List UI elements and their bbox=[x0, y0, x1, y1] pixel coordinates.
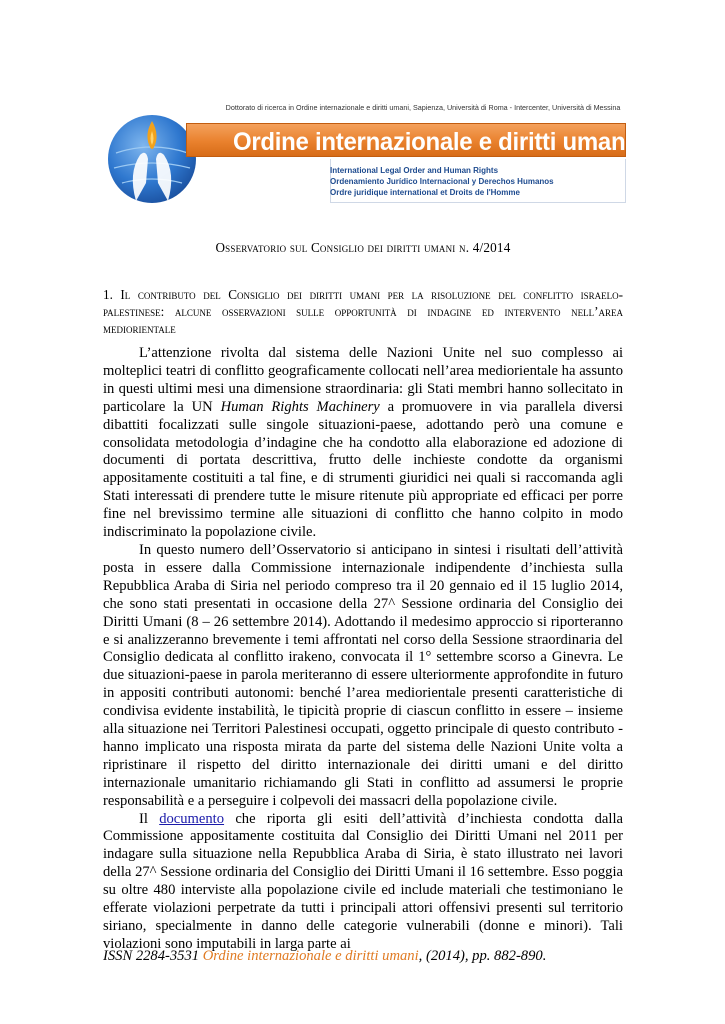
paragraph-2: In questo numero dell’Osservatorio si anticipano in sintesi i risultati dell’attività posta in essere dalla Commissione internazionale indipendente d’inchiesta sulla Repubblica Araba di Siria nel periodo compreso tra il 20 gennaio ed il 15 luglio 2014, che sono stati presentati in occasione della 27^ Sessione ordinaria del Consiglio dei Diritti Umani (8 – 26 settembre 2014). Adottando il medesimo approccio si riporteranno e si analizzeranno brevemente i temi affrontati nel corso della Sessione straordinaria del Consiglio dedicata al conflitto irakeno, convocata il 1° settembre scorso a Ginevra. Le due situazioni-paese in parola meriteranno di essere ulteriormente approfondite in futuro in appositi contributi autonomi: benché l’area mediorientale presenti caratteristiche di condivisa evidente instabilità, le tipicità proprie di ciascun conflitto in essere – insieme alla situazione nei Territori Palestinesi occupati, oggetto principale di questo contributo - hanno implicato una risposta mirata da parte del sistema delle Nazioni Unite volta a ripristinare il rispetto del diritto internazionale dei diritti umani e del diritto internazionale umanitario richiamando gli Stati in conflitto ad assumersi le proprie responsabilità e a perseguire i colpevoli dei massacri della popolazione civile. bbox=[103, 541, 623, 809]
paragraph-1 bbox=[103, 345, 623, 542]
paragraph-1-text-a: L’attenzione rivolta dal sistema delle Nazioni Unite nel suo complesso ai molteplici teatri di conflitto geograficamente collocati nell’area mediorientale ha assunto in questi ultimi mesi una dimensione straordinaria: gli Stati membri hanno sollecitato in particolare la UN bbox=[103, 345, 623, 415]
subtitle-english: International Legal Order and Human Rights bbox=[330, 166, 499, 175]
footer-issn: ISSN 2284-3531 bbox=[103, 948, 203, 964]
document-link[interactable]: documento bbox=[159, 810, 225, 827]
paragraph-3 bbox=[103, 811, 623, 954]
header-affiliation: Dottorato di ricerca in Ordine internazionale e diritti umani, Sapienza, Università di Roma - Intercenter, Università di Messina bbox=[225, 103, 621, 112]
section-title: 1. Il contributo del Consiglio dei diritti umani per la risoluzione del conflitto israelo-palestinese: alcune osservazioni sulle opportunità di indagine ed intervento nell’area mediorientale bbox=[103, 287, 623, 336]
article-body bbox=[103, 345, 623, 954]
journal-title-banner bbox=[186, 123, 632, 157]
journal-subtitles bbox=[330, 165, 554, 198]
subtitle-spanish: Ordenamiento Jurídico Internacional y Derechos Humanos bbox=[330, 177, 554, 186]
paragraph-3-text-b: che riporta gli esiti dell’attività d’inchiesta condotta dalla Commissione appositamente costituita dal Consiglio dei Diritti Umani nel 2011 per indagare sulla situazione nella Repubblica Araba di Siria, è stato illustrato nei lavori della 27^ Sessione ordinaria del Consiglio dei Diritti Umani il 16 settembre. Esso poggia su oltre 480 interviste alla popolazione civile ed include materiali che testimoniano le efferate violazioni perpetrate da tutti i principali attori offensivi presenti sul territorio siriano, specialmente in danno delle categorie vulnerabili (donne e minori). Tali violazioni sono imputabili in larga parte ai bbox=[103, 810, 623, 952]
footer-journal-name: Ordine internazionale e diritti umani bbox=[202, 948, 419, 964]
footer-citation: , (2014), pp. 882-890. bbox=[418, 948, 547, 964]
observatory-title: Osservatorio sul Consiglio dei diritti umani n. 4/2014 bbox=[215, 240, 511, 255]
paragraph-1-text-b: a promuovere in via parallela diversi dibattiti focalizzati sulle singole situazioni-paese, adottando però una comune e consolidata metodologia d’indagine che ha condotto alla elaborazione ed adozione di documenti di portata descrittiva, frutto delle inchieste condotte da organismi appositamente costituiti a tal fine, e di strumenti giuridici nei quali si raccomanda agli Stati interessati di prendere tutte le misure ritenute più appropriate ed efficaci per porre fine nel brevissimo termine alle situazioni di conflitto che hanno colpito in modo indiscriminato la popolazione civile. bbox=[103, 398, 623, 541]
journal-title: Ordine internazionale e diritti umani bbox=[233, 128, 632, 156]
paragraph-3-text-a: Il bbox=[139, 810, 160, 827]
page-footer bbox=[103, 948, 623, 965]
journal-logo bbox=[106, 113, 632, 205]
paragraph-1-italic: Human Rights Machinery bbox=[220, 398, 380, 415]
globe-hands-logo-icon bbox=[106, 113, 198, 205]
subtitle-french: Ordre juridique international et Droits de l'Homme bbox=[330, 188, 520, 197]
